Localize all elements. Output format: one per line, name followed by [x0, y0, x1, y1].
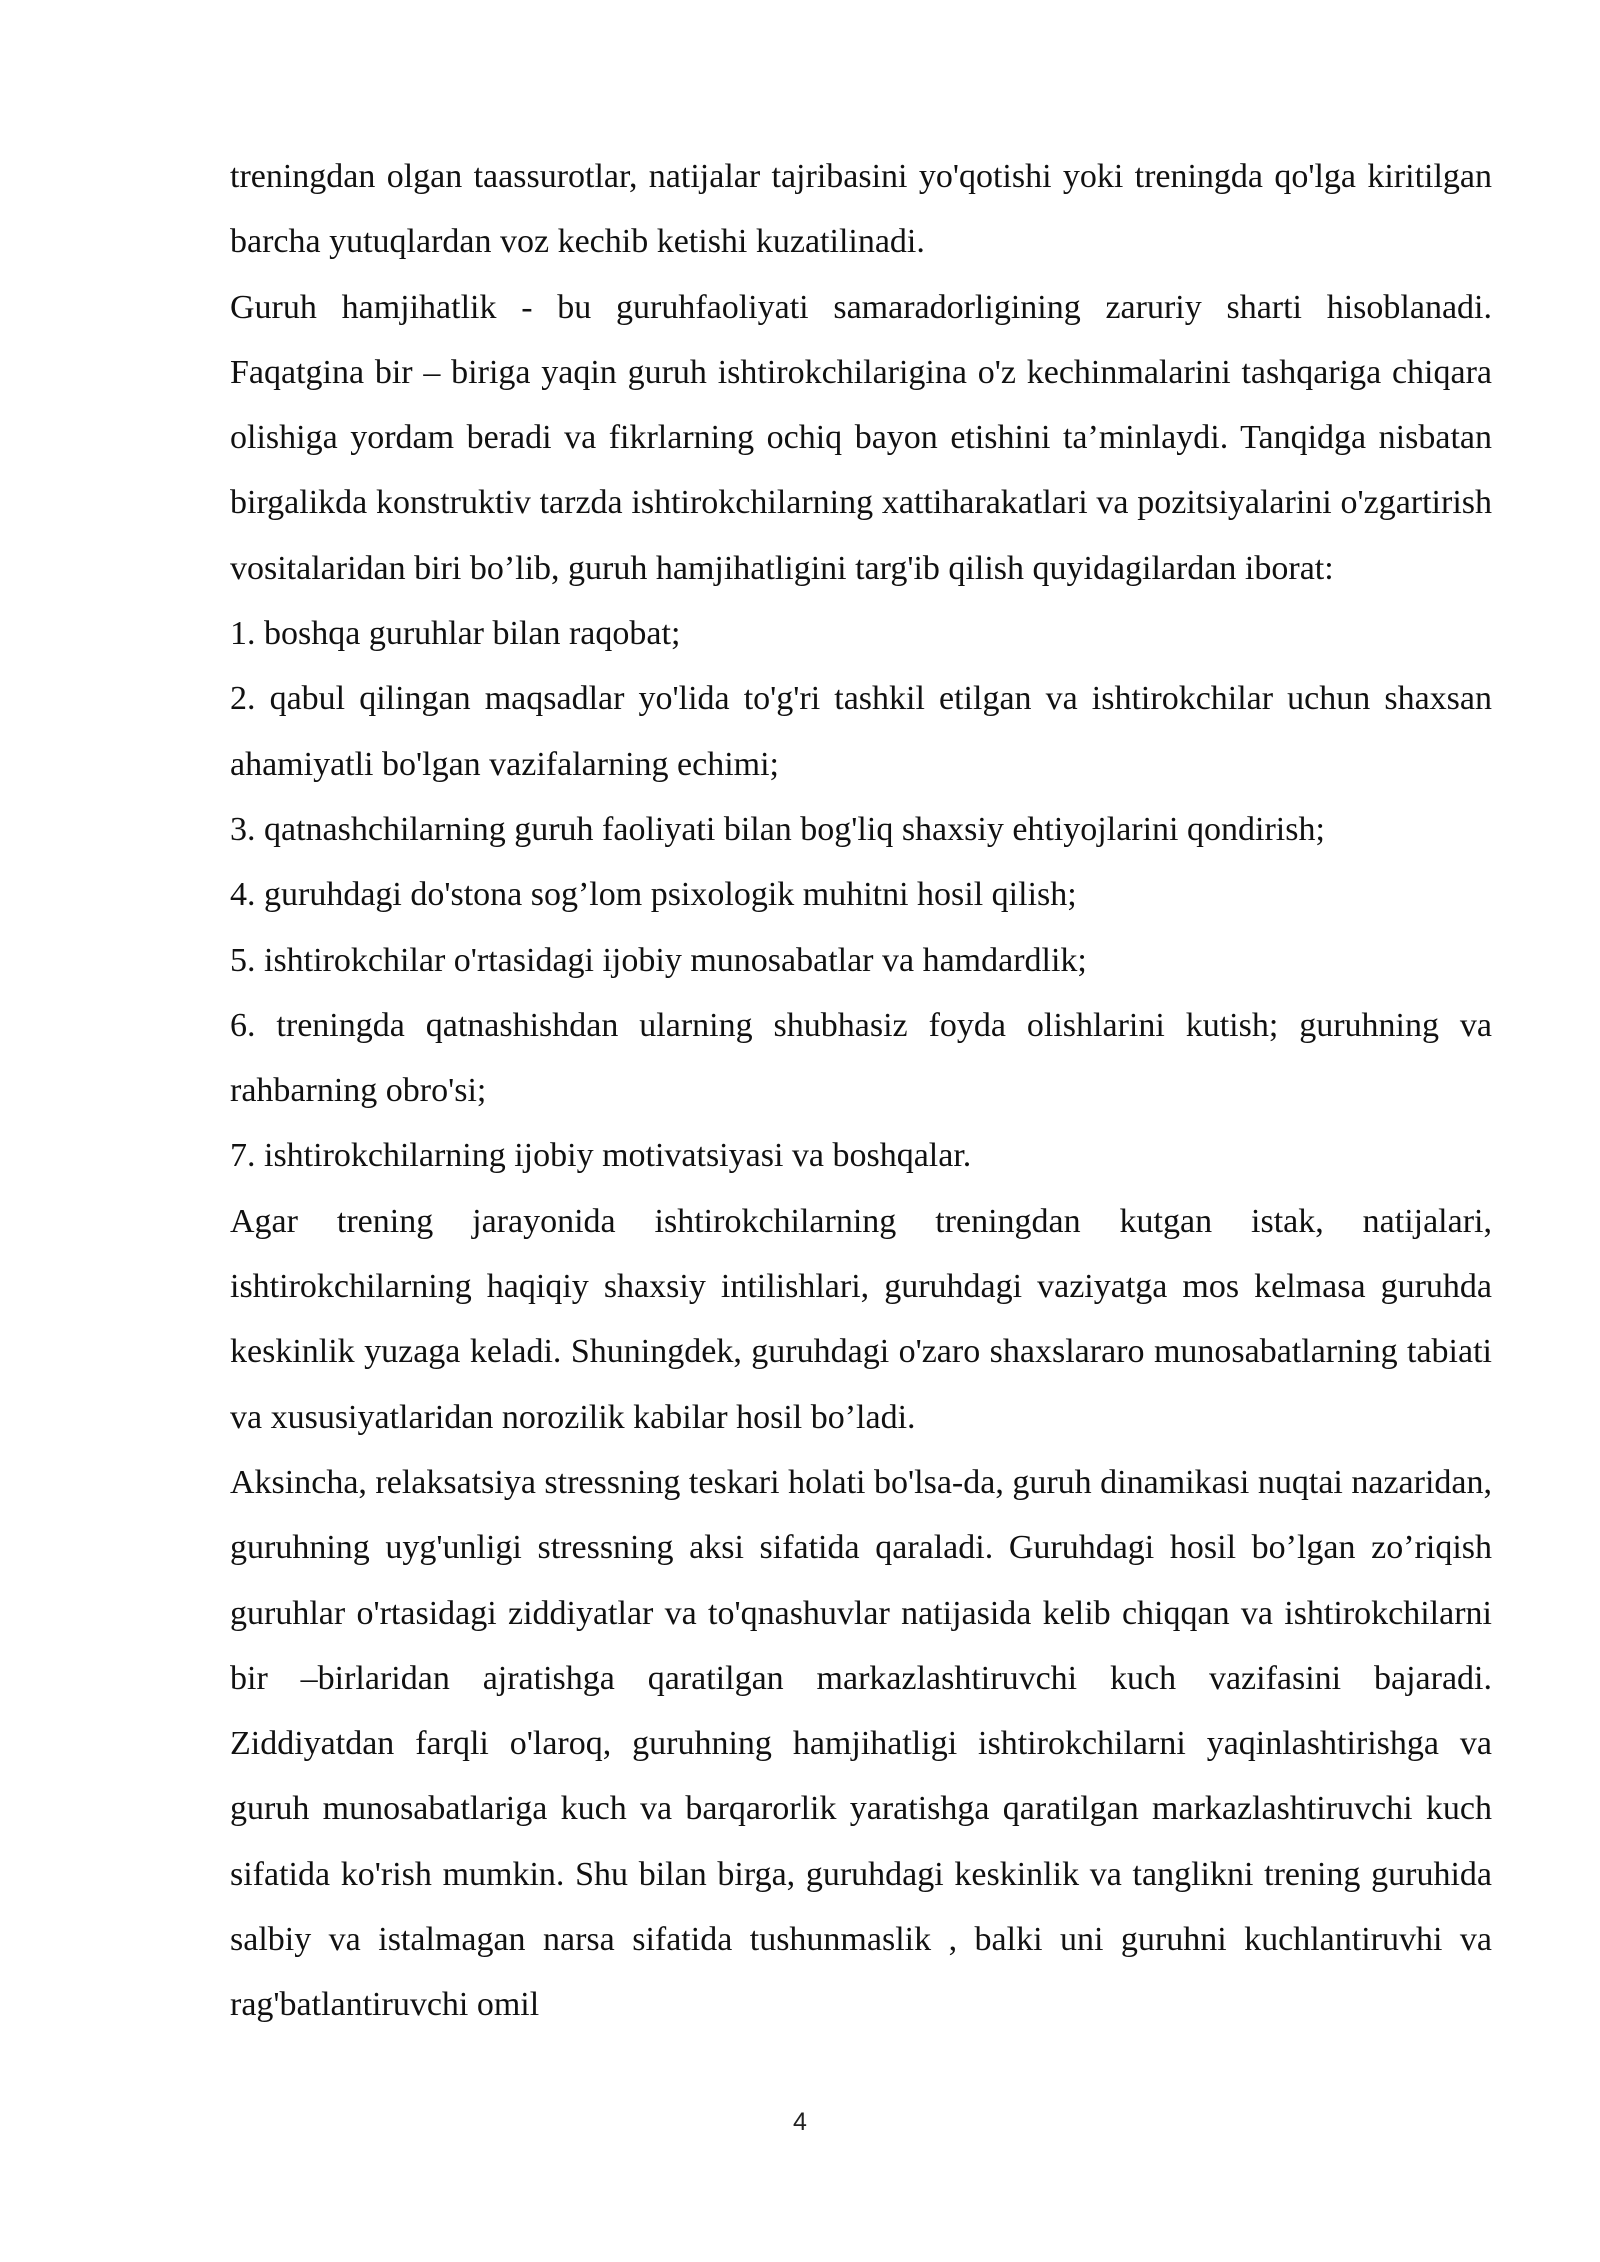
page-body — [230, 144, 1492, 2038]
list-item-3: 3. qatnashchilarning guruh faoliyati bilan bog'liq shaxsiy ehtiyojlarini qondirish; — [230, 810, 1325, 848]
list-item-1: 1. boshqa guruhlar bilan raqobat; — [230, 615, 681, 653]
list-item-5: 5. ishtirokchilar o'rtasidagi ijobiy munosabatlar va hamdardlik; — [230, 941, 1087, 979]
paragraph-group-cohesion: Guruh hamjihatlik - bu guruhfaoliyati samaradorligining zaruriy sharti hisoblanadi. Faqatgina bir – biriga yaqin guruh ishtirokchilarigina o'z kechinmalarini tashqariga chiqara olishiga yordam beradi va fikrlarning ochiq bayon etishini ta’minlaydi. Tanqidga nisbatan birgalikda konstruktiv tarzda ishtirokchilarning xattiharakatlari va pozitsiyalarini o'zgartirish vositalaridan biri bo’lib, guruh hamjihatligini targ'ib qilish quyidagilardan iborat: — [230, 288, 1492, 587]
list-item-2: 2. qabul qilingan maqsadlar yo'lida to'g'ri tashkil etilgan va ishtirokchilar uchun shaxsan ahamiyatli bo'lgan vazifalarning echimi; — [230, 680, 1492, 783]
list-item-4: 4. guruhdagi do'stona sog’lom psixologik muhitni hosil qilish; — [230, 876, 1077, 914]
page-number: 4 — [793, 2108, 807, 2136]
paragraph-relaxation: Aksincha, relaksatsiya stressning teskari holati bo'lsa-da, guruh dinamikasi nuqtai nazaridan, guruhning uyg'unligi stressning aksi sifatida qaraladi. Guruhdagi hosil bo’lgan zo’riqish guruhlar o'rtasidagi ziddiyatlar va to'qnashuvlar natijasida kelib chiqqan va ishtirokchilarni bir –birlaridan ajratishga qaratilgan markazlashtiruvchi kuch vazifasini bajaradi. Ziddiyatdan farqli o'laroq, guruhning hamjihatligi ishtirokchilarni yaqinlashtirishga va guruh munosabatlariga kuch va barqarorlik yaratishga qaratilgan markazlashtiruvchi kuch sifatida ko'rish mumkin. Shu bilan birga, guruhdagi keskinlik va tanglikni trening guruhida salbiy va istalmagan narsa sifatida tushunmaslik , balki uni guruhni kuchlantiruvhi va rag'batlantiruvchi omil — [230, 1463, 1492, 2024]
paragraph-tension: Agar trening jarayonida ishtirokchilarning treningdan kutgan istak, natijalari, ishtirokchilarning haqiqiy shaxsiy intilishlari, guruhdagi vaziyatga mos kelmasa guruhda keskinlik yuzaga keladi. Shuningdek, guruhdagi o'zaro shaxslararo munosabatlarning tabiati va xususiyatlaridan norozilik kabilar hosil bo’ladi. — [230, 1202, 1492, 1436]
paragraph-continuation: treningdan olgan taassurotlar, natijalar tajribasini yo'qotishi yoki treningda qo'lga kiritilgan barcha yutuqlardan voz kechib ketishi kuzatilinadi. — [230, 158, 1492, 261]
list-item-7: 7. ishtirokchilarning ijobiy motivatsiyasi va boshqalar. — [230, 1137, 972, 1175]
list-item-6: 6. treningda qatnashishdan ularning shubhasiz foyda olishlarini kutish; guruhning va rahbarning obro'si; — [230, 1006, 1492, 1110]
